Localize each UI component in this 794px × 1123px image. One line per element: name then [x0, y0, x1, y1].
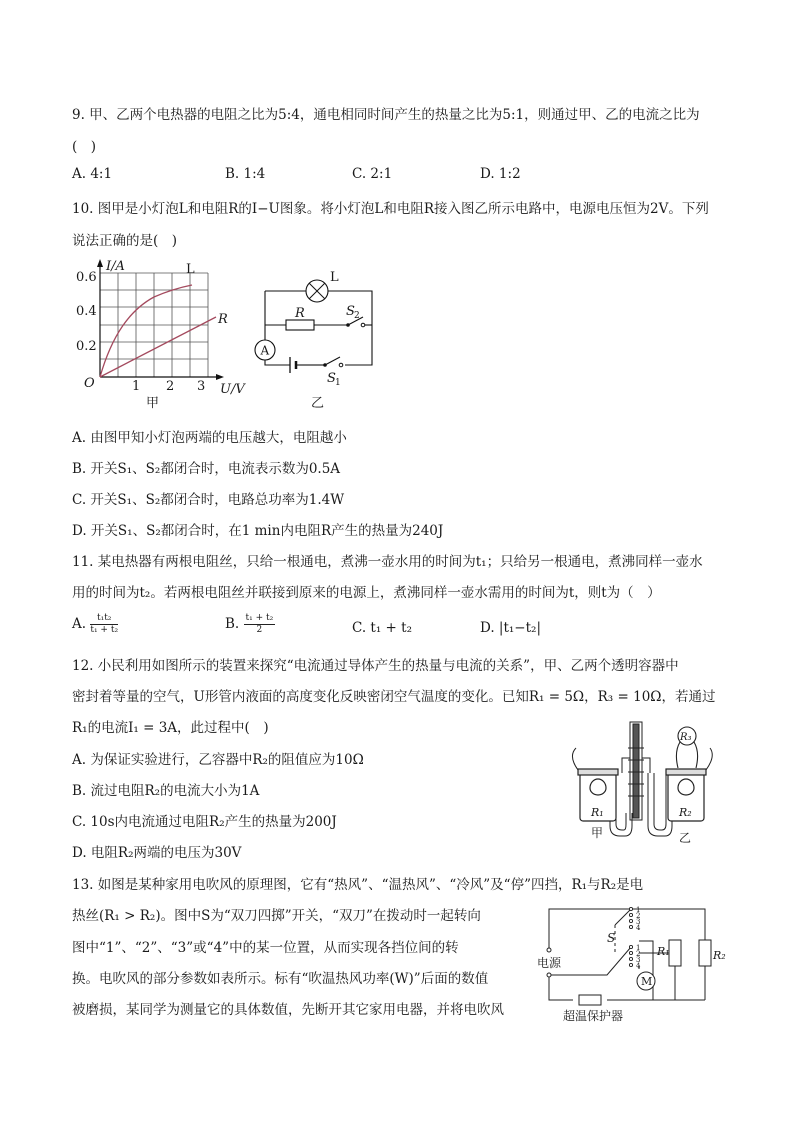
x-axis-arrow — [216, 374, 224, 380]
r2-label: R₂ — [679, 806, 692, 819]
xtick-1: 1 — [132, 379, 141, 394]
xtick-3: 3 — [197, 379, 206, 394]
lamp-symbol — [306, 280, 328, 302]
curve-l — [100, 285, 192, 377]
q10-stem-line1: 10. 图甲是小灯泡L和电阻R的I−U图象。将小灯泡L和电阻R接入图乙所示电路中，电源电压恒为2V。下列 — [72, 201, 709, 217]
r2-resistor — [699, 940, 711, 966]
ammeter-symbol — [255, 340, 275, 360]
battery-symbol — [290, 357, 310, 373]
q12-stem-line3: R₁的电流I₁ = 3A，此过程中( ) — [72, 720, 269, 736]
q11-option-b: B. $\frac{\text{t₁ + t₂}}{2}$ — [225, 613, 274, 635]
iu-graph — [70, 255, 260, 415]
q9-option-a: A. 4:1 — [72, 166, 113, 182]
left-caption: 甲 — [591, 826, 604, 840]
q13-stem-line5: 被磨损，某同学为测量它的具体数值，先断开其它家用电器，并将电吹风 — [72, 1002, 504, 1018]
curve-r-label: R — [218, 312, 228, 327]
wire-left — [572, 748, 578, 770]
joule-apparatus-figure — [570, 718, 720, 846]
wire-right — [706, 748, 712, 770]
q12-option-a: A. 为保证实验进行，乙容器中R₂的阻值应为10Ω — [72, 752, 364, 768]
circuit-yi — [250, 265, 390, 415]
q9-option-c: C. 2:1 — [352, 166, 393, 182]
q12-stem-line1: 12. 小民利用如图所示的装置来探究“电流通过导体产生的热量与电流的关系”，甲、乙两个透明容器中 — [72, 658, 679, 674]
switch2-sub: 2 — [354, 311, 360, 321]
circuit-caption: 乙 — [311, 396, 325, 411]
xtick-2: 2 — [166, 379, 175, 394]
q10-option-c: C. 开关S₁、S₂都闭合时，电路总功率为1.4W — [72, 492, 345, 508]
q9-option-b: B. 1:4 — [225, 166, 266, 182]
q12-option-c: C. 10s内电流通过电阻R₂产生的热量为200J — [72, 814, 337, 830]
ytick-04: 0.4 — [76, 304, 97, 319]
lamp-label: L — [330, 270, 339, 285]
switch1-label: S — [327, 371, 336, 386]
q11-option-d: D. |t₁−t₂| — [480, 620, 542, 636]
q11-option-a: A. $\frac{\text{t₁t₂}}{\text{t₁ + t₂}}$ — [72, 613, 119, 635]
q11-stem-line2: 用的时间为t₂。若两根电阻丝并联接到原来的电源上，煮沸同样一壶水需用的时间为t，则t为（ ） — [72, 585, 661, 601]
r3-label: R₃ — [680, 732, 692, 743]
pos-top-1: 1 — [636, 906, 641, 914]
q12-option-d: D. 电阻R₂两端的电压为30V — [72, 845, 242, 861]
pos-bottom-4: 4 — [636, 962, 641, 970]
r2-label: R₂ — [713, 949, 726, 962]
pos-bottom-2: 2 — [636, 950, 641, 958]
switch1-contact — [339, 363, 343, 367]
source-terminal-top — [547, 948, 551, 952]
svg-text:A: A — [260, 343, 270, 358]
q13-stem-line4: 换。电吹风的部分参数如表所示。标有“吹温热风功率(W)”后面的数值 — [72, 971, 489, 987]
q11-stem-line1: 11. 某电热器有两根电阻丝，只给一根通电，煮沸一壶水用的时间为t₁；只给另一根通电，煮沸同样一壶水 — [72, 554, 703, 570]
q10-stem-line2: 说法正确的是( ) — [72, 233, 178, 249]
graph-caption: 甲 — [146, 396, 160, 411]
source-terminal-bottom — [547, 973, 551, 977]
switch-contacts-top — [629, 907, 632, 928]
q13-stem-line3: 图中“1”、“2”、“3”或“4”中的某一位置，从而实现各挡位间的转 — [72, 940, 459, 956]
pos-top-4: 4 — [636, 924, 641, 932]
switch1-pivot — [323, 363, 327, 367]
u-tube — [610, 722, 672, 836]
q12-stem-line2: 密封着等量的空气，U形管内液面的高度变化反映密闭空气温度的变化。已知R₁ = 5Ω，R₃ = 10Ω，若通过 — [72, 689, 716, 705]
motor-label: M — [641, 975, 653, 988]
r1-label: R₁ — [591, 806, 604, 819]
pos-top-2: 2 — [636, 912, 641, 920]
hair-dryer-circuit — [535, 895, 735, 1025]
switch-contacts-bottom — [629, 945, 632, 966]
q13-stem-line1: 13. 如图是某种家用电吹风的原理图，它有“热风”、“温热风”、“冷风”及“停”四挡，R₁与R₂是电 — [72, 877, 644, 893]
q9-stem: 9. 甲、乙两个电热器的电阻之比为5:4，通电相同时间产生的热量之比为5:1，则通过甲、乙的电流之比为 — [72, 107, 700, 123]
r1-label: R₁ — [657, 945, 670, 958]
resistor-symbol — [286, 320, 314, 330]
ylabel: I/A — [106, 259, 125, 274]
switch2-label: S — [346, 304, 355, 319]
graph-grid — [100, 273, 208, 377]
q12-option-b: B. 流过电阻R₂的电流大小为1A — [72, 783, 260, 799]
curve-r — [100, 317, 216, 377]
resistor-label: R — [295, 306, 305, 321]
switch1-sub: 1 — [335, 378, 341, 388]
q9-paren: ( ) — [72, 139, 97, 155]
q13-stem-line2: 热丝(R₁ > R₂)。图中S为“双刀四掷”开关，“双刀”在拨动时一起转向 — [72, 908, 481, 924]
right-caption: 乙 — [679, 831, 692, 845]
switch2-contact — [361, 323, 365, 327]
pos-bottom-3: 3 — [636, 956, 641, 964]
protector-symbol — [579, 995, 601, 1005]
q10-option-d: D. 开关S₁、S₂都闭合时，在1 min内电阻R产生的热量为240J — [72, 523, 444, 539]
origin-label: O — [84, 376, 95, 391]
source-label: 电源 — [537, 956, 562, 970]
q10-option-a: A. 由图甲知小灯泡两端的电压越大，电阻越小 — [72, 430, 347, 446]
ytick-02: 0.2 — [76, 339, 97, 354]
protector-label: 超温保护器 — [563, 1009, 624, 1023]
switch-label: S — [607, 931, 616, 945]
q9-option-d: D. 1:2 — [480, 166, 521, 182]
dryer-wires — [549, 909, 705, 1000]
pos-bottom-1: 1 — [636, 944, 641, 952]
ytick-06: 0.6 — [76, 270, 97, 285]
q11-option-c: C. t₁ + t₂ — [352, 620, 412, 636]
xlabel: U/V — [220, 382, 245, 397]
r1-resistor — [669, 940, 681, 966]
q10-option-b: B. 开关S₁、S₂都闭合时，电流表示数为0.5A — [72, 461, 341, 477]
y-axis-arrow — [97, 259, 103, 267]
curve-l-label: L — [186, 262, 195, 277]
pos-top-3: 3 — [636, 918, 641, 926]
switch2-pivot — [346, 323, 350, 327]
